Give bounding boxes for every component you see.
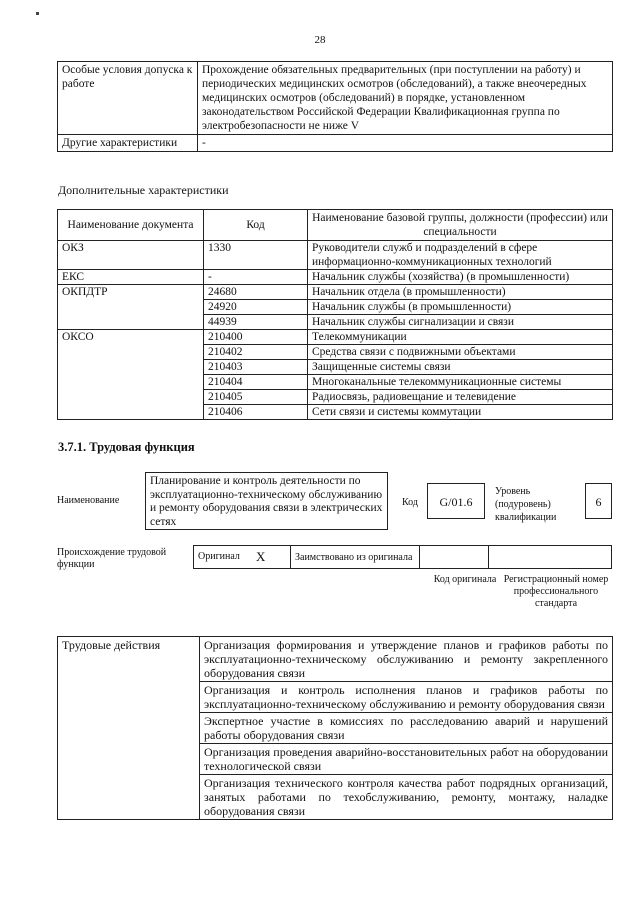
- labor-action-item: Экспертное участие в комиссиях по расследованию аварий и нарушений работы оборудования связи: [200, 713, 613, 744]
- table-row: [58, 62, 613, 135]
- labor-actions-table: [57, 636, 613, 820]
- name-cell: Начальник отдела (в промышленности): [308, 285, 613, 300]
- code-cell: 210402: [204, 345, 308, 360]
- labor-action-item: Организация проведения аварийно-восстановительных работ на оборудовании технологической связи: [200, 744, 613, 775]
- code-cell: 1330: [204, 241, 308, 270]
- code-cell: 210400: [204, 330, 308, 345]
- doc-cell: ОКСО: [58, 330, 204, 420]
- original-mark: X: [252, 546, 291, 569]
- table-row: [194, 546, 612, 569]
- origin-label: Происхождение трудовой функции: [57, 547, 167, 570]
- table-row: [58, 270, 613, 285]
- page-number: 28: [314, 34, 326, 46]
- labor-action-item: Организация технического контроля качества работ подрядных организаций, занятых работами по техобслуживанию, ремонту, монтажу, наладке оборудования связи: [200, 775, 613, 820]
- name-cell: Начальник службы (в промышленности): [308, 300, 613, 315]
- name-cell: Радиосвязь, радиовещание и телевидение: [308, 390, 613, 405]
- code-cell: -: [204, 270, 308, 285]
- conditions-value: Прохождение обязательных предварительных (при поступлении на работу) и периодических медицинских осмотров (обследований), а также внеочередных медицинских осмотров (обследований) в порядке, установленном законодательством Российской Федерации Квалификационная группа по электробезопасности не ниже V: [198, 62, 613, 135]
- other-label: Другие характеристики: [58, 135, 198, 152]
- code-cell: 210406: [204, 405, 308, 420]
- function-title: 3.7.1. Трудовая функция: [58, 440, 195, 454]
- name-cell: Начальник службы (хозяйства) (в промышленности): [308, 270, 613, 285]
- function-name-label: Наименование: [57, 495, 120, 506]
- labor-action-item: Организация формирования и утверждение планов и графиков работы по эксплуатационно-техническому обслуживанию и ремонту закрепленного оборудования связи: [200, 637, 613, 682]
- code-cell: 210405: [204, 390, 308, 405]
- labor-actions-label: Трудовые действия: [58, 637, 200, 820]
- name-cell: Сети связи и системы коммутации: [308, 405, 613, 420]
- doc-cell: ОКПДТР: [58, 285, 204, 330]
- doc-cell: ЕКС: [58, 270, 204, 285]
- reg-number-cell: [489, 546, 612, 569]
- name-cell: Многоканальные телекоммуникационные системы: [308, 375, 613, 390]
- conditions-table: [57, 61, 613, 152]
- function-name: Планирование и контроль деятельности по эксплуатационно-техническому обслуживанию и ремонту оборудования связи в электрических сетях: [145, 472, 388, 530]
- table-header: [58, 210, 613, 241]
- name-cell: Средства связи с подвижными объектами: [308, 345, 613, 360]
- other-value: -: [198, 135, 613, 152]
- level-value: 6: [585, 483, 612, 519]
- code-original-label: Код оригинала: [433, 574, 497, 585]
- reg-number-label: Регистрационный номер профессионального стандарта: [503, 574, 609, 609]
- conditions-label: Особые условия допуска к работе: [58, 62, 198, 135]
- header-code: Код: [204, 210, 308, 241]
- doc-cell: ОКЗ: [58, 241, 204, 270]
- code-cell: 210404: [204, 375, 308, 390]
- code-cell: 24920: [204, 300, 308, 315]
- name-cell: Начальник службы сигнализации и связи: [308, 315, 613, 330]
- origin-table: [193, 545, 612, 569]
- header-doc: Наименование документа: [58, 210, 204, 241]
- table-row: [58, 135, 613, 152]
- original-label: Оригинал: [194, 546, 253, 569]
- name-cell: Телекоммуникации: [308, 330, 613, 345]
- function-code-label: Код: [402, 497, 418, 508]
- name-cell: Руководители служб и подразделений в сфере информационно-коммуникационных технологий: [308, 241, 613, 270]
- code-cell: 24680: [204, 285, 308, 300]
- function-code: G/01.6: [427, 483, 485, 519]
- additional-table: [57, 209, 613, 420]
- labor-action-item: Организация и контроль исполнения планов и графиков работы по эксплуатационно-техническому обслуживанию и ремонту оборудования связи: [200, 682, 613, 713]
- table-row: [58, 330, 613, 345]
- table-row: [58, 241, 613, 270]
- header-name: Наименование базовой группы, должности (профессии) или специальности: [308, 210, 613, 241]
- table-row: [58, 637, 613, 682]
- code-cell: 210403: [204, 360, 308, 375]
- borrowed-label: Заимствовано из оригинала: [291, 546, 420, 569]
- level-label: Уровень (подуровень) квалификации: [495, 486, 557, 523]
- scan-dot: [36, 12, 39, 15]
- code-cell: 44939: [204, 315, 308, 330]
- additional-title: Дополнительные характеристики: [58, 183, 229, 197]
- code-original-cell: [420, 546, 489, 569]
- table-row: [58, 285, 613, 300]
- name-cell: Защищенные системы связи: [308, 360, 613, 375]
